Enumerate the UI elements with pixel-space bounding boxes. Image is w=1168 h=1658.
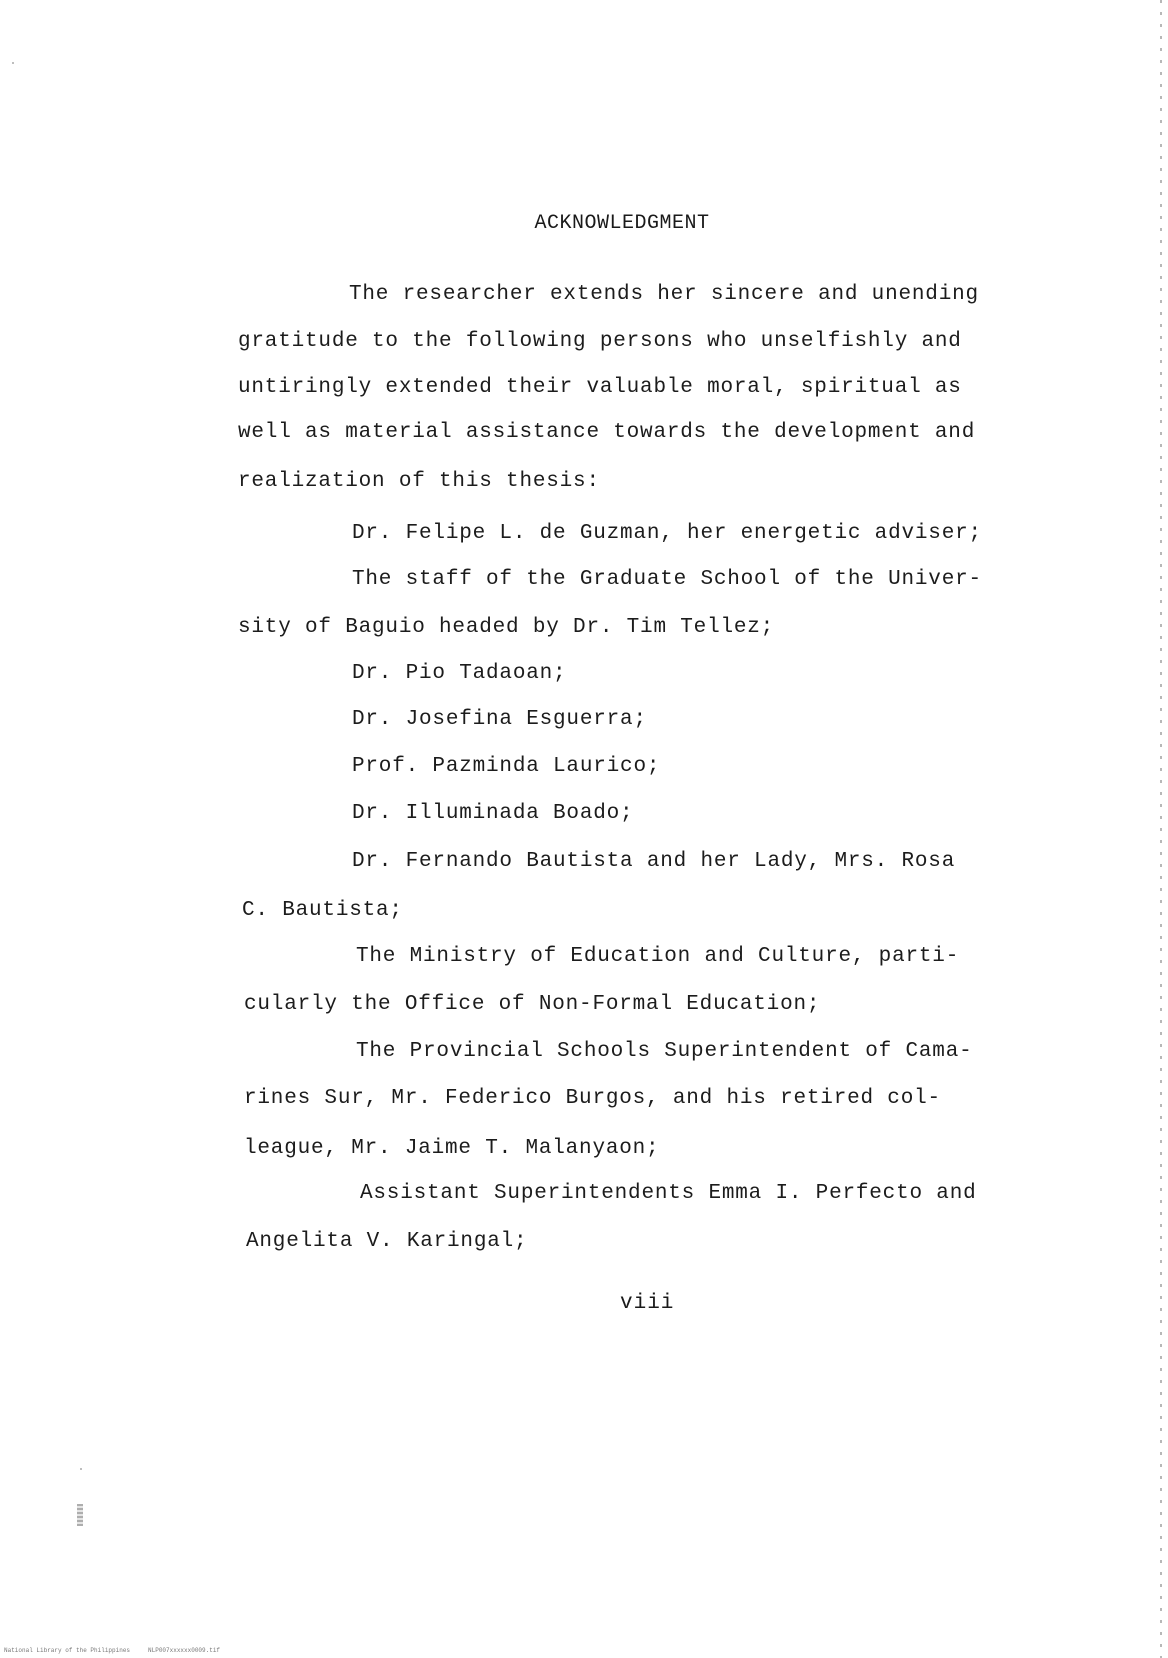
body-line: league, Mr. Jaime T. Malanyaon; bbox=[244, 1137, 660, 1160]
body-line: Dr. Fernando Bautista and her Lady, Mrs. Rosa bbox=[352, 850, 956, 873]
body-line: Angelita V. Karingal; bbox=[246, 1230, 528, 1253]
scan-margin-mark bbox=[77, 1504, 83, 1526]
body-line: The Ministry of Education and Culture, parti- bbox=[356, 945, 960, 968]
body-line: C. Bautista; bbox=[242, 899, 403, 922]
body-line: Dr. Felipe L. de Guzman, her energetic adviser; bbox=[352, 522, 982, 545]
body-line: Dr. Pio Tadaoan; bbox=[352, 662, 567, 685]
footer-source: National Library of the Philippines NLP007xxxxxx0009.tif bbox=[4, 1647, 221, 1654]
page-number: viii bbox=[620, 1292, 675, 1315]
body-line: The Provincial Schools Superintendent of Cama- bbox=[356, 1040, 973, 1063]
scan-speck bbox=[12, 62, 14, 64]
body-line: Dr. Illuminada Boado; bbox=[352, 802, 634, 825]
body-line: rines Sur, Mr. Federico Burgos, and his retired col- bbox=[244, 1087, 941, 1110]
body-line: gratitude to the following persons who unselfishly and bbox=[238, 330, 962, 353]
body-line: well as material assistance towards the development and bbox=[238, 421, 976, 444]
body-line: The staff of the Graduate School of the Univer- bbox=[352, 568, 982, 591]
body-line: The researcher extends her sincere and unending bbox=[349, 283, 979, 306]
body-line: realization of this thesis: bbox=[238, 470, 600, 493]
body-line: sity of Baguio headed by Dr. Tim Tellez; bbox=[238, 616, 775, 639]
scan-edge-marks bbox=[1160, 0, 1162, 1658]
body-line: Assistant Superintendents Emma I. Perfecto and bbox=[360, 1182, 977, 1205]
body-line: cularly the Office of Non-Formal Education; bbox=[244, 993, 821, 1016]
body-line: Dr. Josefina Esguerra; bbox=[352, 708, 647, 731]
scan-speck bbox=[80, 1468, 82, 1470]
body-line: untiringly extended their valuable moral, spiritual as bbox=[238, 376, 962, 399]
body-line: Prof. Pazminda Laurico; bbox=[352, 755, 661, 778]
page-title: ACKNOWLEDGMENT bbox=[534, 212, 710, 235]
